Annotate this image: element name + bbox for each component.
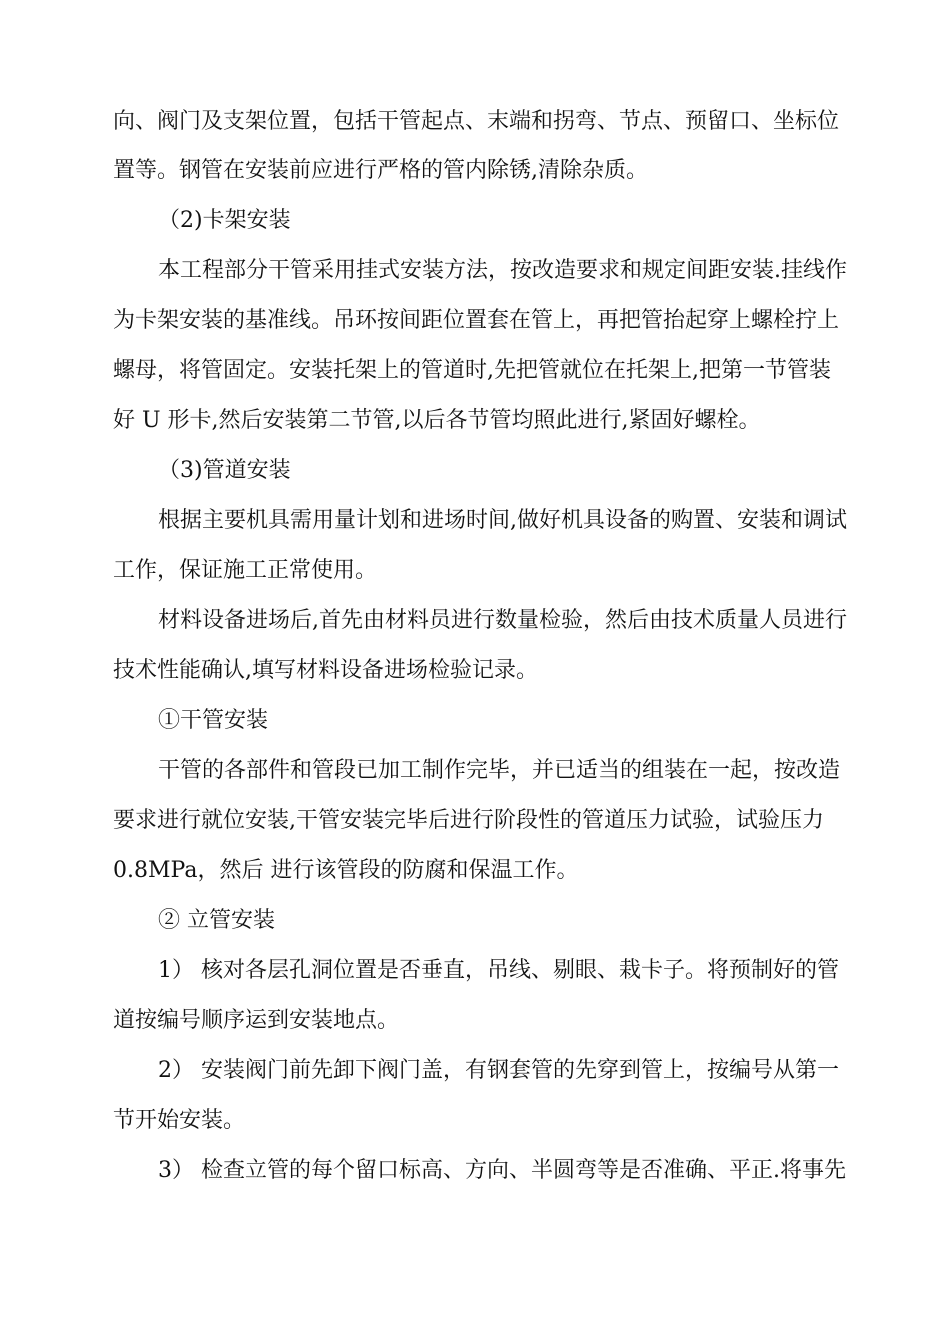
list-item-text: 道按编号顺序运到安装地点。 <box>113 1008 400 1033</box>
body-text-line: 干管的各部件和管段已加工制作完毕，并已适当的组装在一起，按改造 <box>158 758 841 783</box>
section-heading: （3)管道安装 <box>158 458 291 483</box>
list-item-text: 节开始安装。 <box>113 1108 246 1133</box>
body-text-line: 螺母，将管固定。安装托架上的管道时,先把管就位在托架上,把第一节管装 <box>113 358 831 383</box>
body-text-line: 向、阀门及支架位置，包括干管起点、末端和拐弯、节点、预留口、坐标位 <box>113 109 840 134</box>
list-item-text: 2） 安装阀门前先卸下阀门盖，有钢套管的先穿到管上，按编号从第一 <box>158 1058 839 1083</box>
body-text-line: 材料设备进场后,首先由材料员进行数量检验，然后由技术质量人员进行 <box>158 608 847 633</box>
body-text-line: 本工程部分干管采用挂式安装方法，按改造要求和规定间距安装.挂线作 <box>158 258 847 283</box>
list-item-text: 1） 核对各层孔洞位置是否垂直，吊线、剔眼、栽卡子。将预制好的管 <box>158 958 839 983</box>
body-text-line: 根据主要机具需用量计划和进场时间,做好机具设备的购置、安装和调试 <box>158 508 847 533</box>
body-text-line: 为卡架安装的基准线。吊环按间距位置套在管上，再把管抬起穿上螺栓拧上 <box>113 308 840 333</box>
body-text-line: 要求进行就位安装,干管安装完毕后进行阶段性的管道压力试验，试验压力 <box>113 808 824 833</box>
body-text-line: 0.8MPa，然后 进行该管段的防腐和保温工作。 <box>113 858 579 883</box>
subsection-heading: ①干管安装 <box>158 708 269 733</box>
section-heading: （2)卡架安装 <box>158 208 291 233</box>
body-text-line: 技术性能确认,填写材料设备进场检验记录。 <box>113 658 538 683</box>
body-text-line: 好 U 形卡,然后安装第二节管,以后各节管均照此进行,紧固好螺栓。 <box>113 408 761 433</box>
subsection-heading: ② 立管安装 <box>158 908 275 933</box>
body-text-line: 置等。钢管在安装前应进行严格的管内除锈,清除杂质。 <box>113 158 648 183</box>
list-item-text: 3） 检查立管的每个留口标高、方向、半圆弯等是否准确、平正.将事先 <box>158 1158 846 1183</box>
body-text-line: 工作，保证施工正常使用。 <box>113 558 378 583</box>
